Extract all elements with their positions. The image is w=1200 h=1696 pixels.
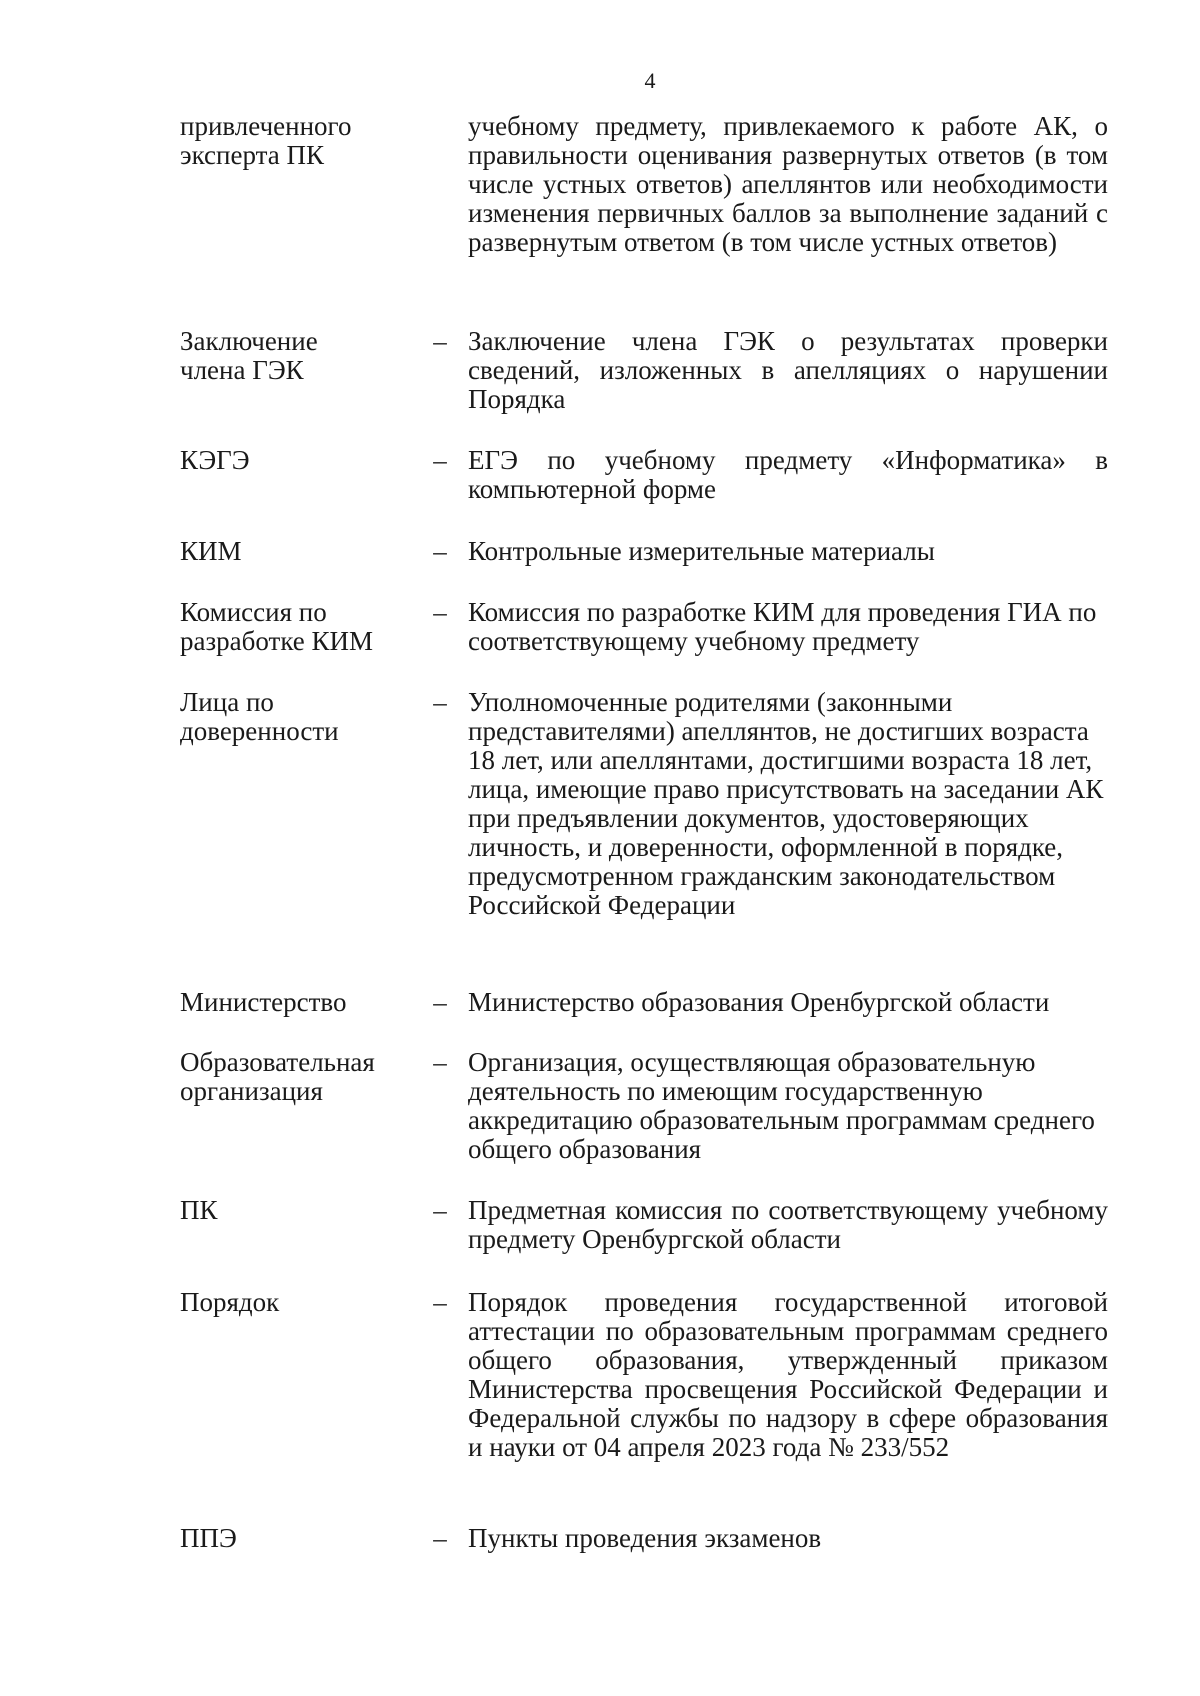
entry-definition: Комиссия по разработке КИМ для проведения ГИА по соответствующему учебному предмету — [468, 597, 1097, 656]
entry-definition: Контрольные измерительные материалы — [468, 536, 935, 566]
entry-definition: Уполномоченные родителями (законными представителями) апеллянтов, не достигших возраста 18 лет, или апеллянтами, достигшими возраста 18 лет, лица, имеющие право присутствовать на заседании АК при предъявлении документов, удостоверяющих личность, и доверенности, оформленной в порядке, предусмотренном гражданским законодательством Российской Федерации — [468, 687, 1104, 920]
entry-term: привлеченного эксперта ПК — [180, 111, 352, 170]
entry-dash: – — [433, 1047, 447, 1077]
page-number: 4 — [644, 68, 656, 93]
entry-term: Лица по доверенности — [180, 687, 339, 746]
entry-term: Министерство — [180, 987, 347, 1017]
entry-dash: – — [433, 987, 447, 1017]
entry-term: КЭГЭ — [180, 445, 250, 475]
entry-definition: Организация, осуществляющая образовательную деятельность по имеющим государственную аккредитацию образовательным программам среднего общего образования — [468, 1047, 1095, 1164]
entry-dash: – — [433, 1523, 447, 1553]
entry-term: Заключение члена ГЭК — [180, 326, 318, 385]
entry-definition: Заключение члена ГЭК о результатах проверки сведений, изложенных в апелляциях о нарушении Порядка — [468, 326, 1108, 414]
entry-term: ППЭ — [180, 1523, 237, 1553]
entry-definition: Пункты проведения экзаменов — [468, 1523, 822, 1553]
entry-term: Образовательная организация — [180, 1047, 375, 1106]
entry-definition: Предметная комиссия по соответствующему учебному предмету Оренбургской области — [468, 1195, 1108, 1254]
entry-term: ПК — [180, 1195, 218, 1225]
entry-definition: ЕГЭ по учебному предмету «Информатика» в компьютерной форме — [468, 445, 1108, 504]
entry-dash: – — [433, 326, 447, 356]
entry-definition: Порядок проведения государственной итоговой аттестации по образовательным программам среднего общего образования, утвержденный приказом Министерства просвещения Российской Федерации и Федеральной службы по надзору в сфере образования и науки от 04 апреля 2023 года № 233/552 — [468, 1287, 1108, 1462]
entry-dash: – — [433, 597, 447, 627]
entry-dash: – — [433, 1287, 447, 1317]
entry-dash: – — [433, 536, 447, 566]
entry-term: Порядок — [180, 1287, 280, 1317]
entry-dash: – — [433, 687, 447, 717]
entry-definition: учебному предмету, привлекаемого к работе АК, о правильности оценивания развернутых ответов (в том числе устных ответов) апеллянтов или необходимости изменения первичных баллов за выполнение заданий с развернутым ответом (в том числе устных ответов) — [468, 111, 1108, 257]
entry-term: Комиссия по разработке КИМ — [180, 597, 374, 656]
entry-term: КИМ — [180, 536, 242, 566]
entry-definition: Министерство образования Оренбургской области — [468, 987, 1050, 1017]
entry-dash: – — [433, 445, 447, 475]
entry-dash: – — [433, 1195, 447, 1225]
